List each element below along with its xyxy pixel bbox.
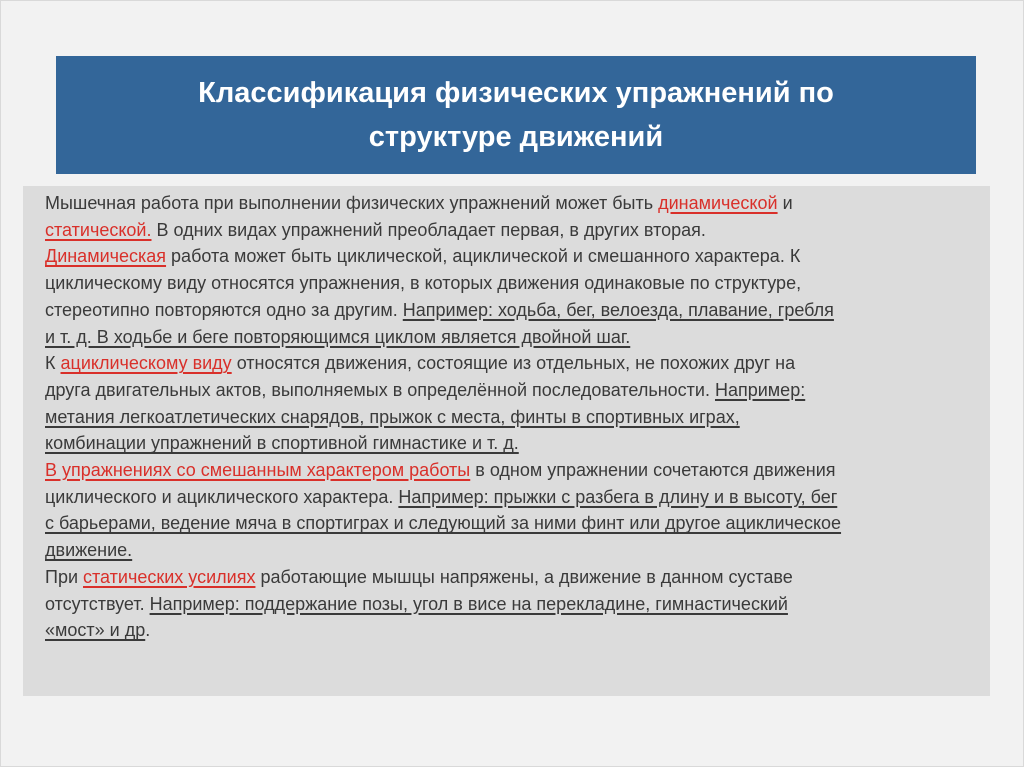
body-text-segment: стереотипно повторяются одно за другим.: [45, 299, 403, 320]
text-line: [45, 377, 980, 404]
text-line: [45, 297, 980, 324]
body-text-segment: отсутствует.: [45, 593, 150, 614]
body-text-segment: и: [777, 193, 793, 213]
text-line: [45, 564, 980, 591]
highlighted-term: ациклическому виду: [60, 353, 232, 374]
text-line: [45, 243, 980, 270]
example-text: комбинации упражнений в спортивной гимнастике и т. д.: [45, 433, 519, 454]
text-line: [45, 190, 980, 217]
body-text-segment: относятся движения, состоящие из отдельных, не похожих друг на: [231, 353, 796, 374]
body-text: [45, 190, 980, 644]
text-line: [45, 404, 980, 431]
body-text-segment: работающие мышцы напряжены, а движение в данном суставе: [255, 566, 793, 587]
body-text-segment: При: [45, 566, 84, 587]
slide-title: Классификация физических упражнений по структуре движений: [198, 77, 834, 153]
example-text: Например: поддержание позы, угол в висе на перекладине, гимнастический: [149, 593, 788, 614]
example-text: «мост» и др: [45, 620, 146, 641]
text-line: [45, 270, 980, 297]
text-line: [45, 324, 980, 351]
content-box: [23, 186, 990, 696]
body-text-segment: В одних видах упражнений преобладает первая, в других вторая.: [151, 219, 706, 240]
body-text-segment: Мышечная работа при выполнении физических упражнений может быть: [45, 193, 659, 213]
text-line: [45, 217, 980, 244]
example-text: и т. д. В ходьбе и беге повторяющимся циклом является двойной шаг.: [45, 326, 631, 347]
highlighted-term: динамической: [658, 193, 778, 213]
example-text: Например: прыжки с разбега в длину и в высоту, бег: [398, 486, 838, 507]
text-line: [45, 350, 980, 377]
title-bar: [56, 56, 976, 174]
highlighted-term: статических усилиях: [83, 566, 256, 587]
text-line: [45, 457, 980, 484]
highlighted-term: Динамическая: [45, 246, 167, 267]
highlighted-term: В упражнениях со смешанным характером работы: [45, 460, 471, 481]
example-text: движение.: [45, 540, 133, 561]
text-line: [45, 591, 980, 618]
body-text-segment: работа может быть циклической, ациклической и смешанного характера. К: [166, 246, 801, 267]
text-line: [45, 510, 980, 537]
body-text-segment: в одном упражнении сочетаются движения: [470, 460, 836, 481]
example-text: Например: ходьба, бег, велоезда, плавание, гребля: [402, 299, 834, 320]
body-text-segment: .: [145, 620, 151, 641]
text-line: [45, 617, 980, 644]
text-line: [45, 430, 980, 457]
highlighted-term: статической.: [45, 219, 152, 240]
body-text-segment: К: [45, 353, 61, 374]
text-line: [45, 537, 980, 564]
example-text: Например:: [714, 379, 806, 400]
body-text-segment: циклического и ациклического характера.: [45, 486, 399, 507]
example-text: с барьерами, ведение мяча в спортиграх и следующий за ними финт или другое ациклическое: [45, 513, 842, 534]
example-text: метания легкоатлетических снарядов, прыжок с места, финты в спортивных играх,: [45, 406, 740, 427]
text-line: [45, 484, 980, 511]
body-text-segment: друга двигательных актов, выполняемых в определённой последовательности.: [45, 379, 715, 400]
body-text-segment: циклическому виду относятся упражнения, в которых движения одинаковые по структуре,: [45, 273, 802, 294]
